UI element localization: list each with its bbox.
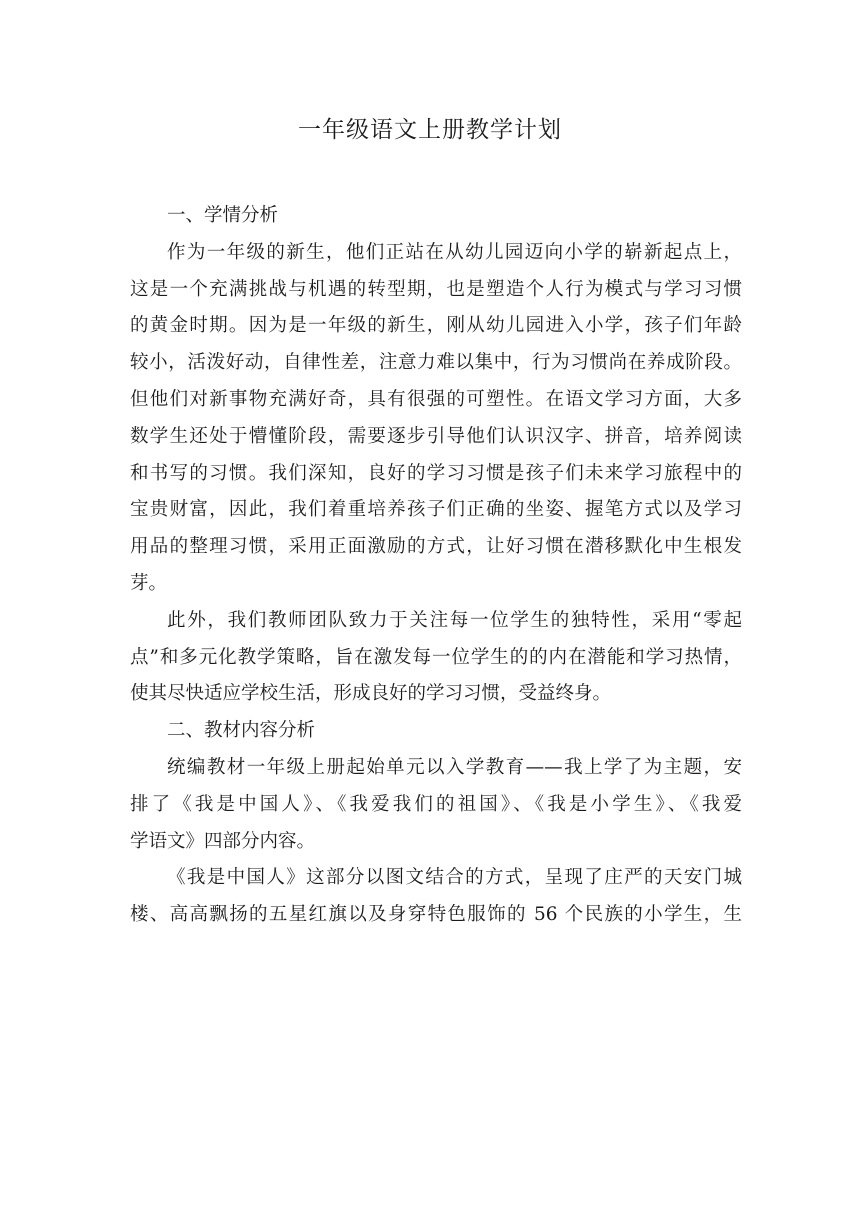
paragraph-line: 这是一个充满挑战与机遇的转型期，也是塑造个人行为模式与学习习惯 [130, 278, 742, 300]
paragraph-line: 较小，活泼好动，自律性差，注意力难以集中，行为习惯尚在养成阶段。 [130, 352, 742, 374]
paragraph-line: 楼、高高飘扬的五星红旗以及身穿特色服饰的 56 个民族的小学生，生 [130, 904, 742, 926]
section-heading-2: 二、教材内容分析 [167, 720, 316, 742]
paragraph-line: 《我是中国人》这部分以图文结合的方式，呈现了庄严的天安门城 [167, 867, 742, 889]
paragraph-line: 但他们对新事物充满好奇，具有很强的可塑性。在语文学习方面，大多 [130, 388, 742, 410]
paragraph-line: 数学生还处于懵懂阶段，需要逐步引导他们认识汉字、拼音，培养阅读 [130, 425, 742, 447]
paragraph-line: 点”和多元化教学策略，旨在激发每一位学生的的内在潜能和学习热情， [130, 646, 742, 668]
section-heading-1: 一、学情分析 [167, 205, 279, 226]
paragraph-line: 宝贵财富，因此，我们着重培养孩子们正确的坐姿、握笔方式以及学习 [130, 499, 742, 521]
paragraph-line: 用品的整理习惯，采用正面激励的方式，让好习惯在潜移默化中生根发 [130, 536, 742, 558]
paragraph-line: 芽。 [130, 572, 168, 594]
paragraph-line: 学语文》四部分内容。 [130, 830, 316, 852]
document-title: 一年级语文上册教学计划 [298, 117, 562, 143]
paragraph-line: 使其尽快适应学校生活，形成良好的学习习惯，受益终身。 [130, 683, 612, 705]
paragraph-line: 和书写的习惯。我们深知，良好的学习习惯是孩子们未来学习旅程中的 [130, 462, 742, 484]
paragraph-line: 排了《我是中国人》、《我爱我们的祖国》、《我是小学生》、《我爱 [130, 793, 742, 815]
paragraph-line: 统编教材一年级上册起始单元以入学教育——我上学了为主题，安 [167, 756, 742, 778]
paragraph-line: 此外，我们教师团队致力于关注每一位学生的独特性，采用“零起 [167, 609, 742, 631]
paragraph-line: 的黄金时期。因为是一年级的新生，刚从幼儿园进入小学，孩子们年龄 [130, 315, 742, 337]
document-body [130, 198, 742, 934]
paragraph-line: 作为一年级的新生，他们正站在从幼儿园迈向小学的崭新起点上， [167, 241, 742, 263]
